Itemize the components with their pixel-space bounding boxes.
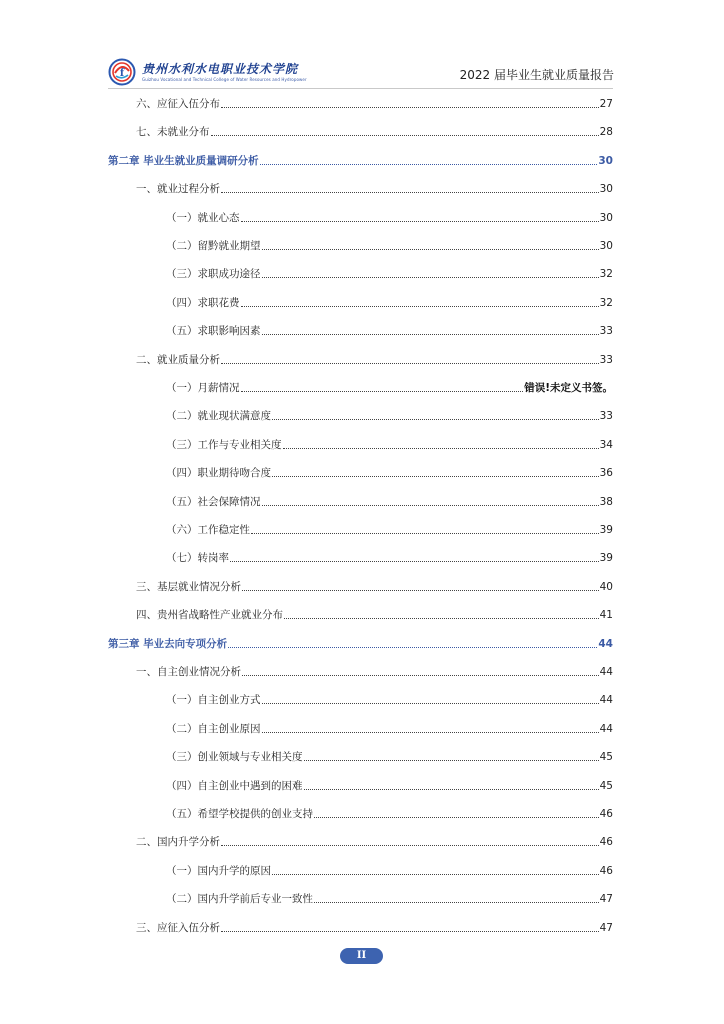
toc-entry-page: 45 (599, 751, 613, 764)
toc-entry-label: 六、应征入伍分布 (136, 98, 220, 110)
school-name-cn: 贵州水利水电职业技术学院 (142, 62, 299, 76)
toc-entry-page: 44 (599, 722, 613, 735)
toc-entry-page: 错误!未定义书签。 (524, 382, 613, 394)
toc-dot-leader (241, 391, 524, 392)
toc-entry-label: （七）转岗率 (166, 552, 229, 565)
toc-entry-label: （二）自主创业原因 (166, 722, 261, 735)
toc-dot-leader (272, 419, 599, 420)
toc-entry[interactable] (136, 91, 613, 111)
toc-entry-page: 44 (599, 694, 613, 707)
toc-entry-page: 33 (599, 325, 613, 338)
toc-entry-page: 32 (599, 296, 613, 309)
toc-entry[interactable] (166, 687, 613, 707)
toc-dot-leader (314, 902, 599, 903)
toc-entry-label: 一、自主创业情况分析 (136, 666, 241, 678)
toc-entry-page: 30 (599, 240, 613, 252)
toc-dot-leader (304, 789, 599, 790)
page-header (0, 0, 724, 90)
toc-dot-leader (230, 561, 599, 562)
toc-entry-label: （四）求职花费 (166, 296, 240, 309)
toc-dot-leader (262, 334, 599, 335)
toc-entry-page: 36 (599, 467, 613, 480)
svg-text:f: f (119, 68, 125, 79)
toc-dot-leader (304, 760, 599, 761)
toc-entry-label: （二）就业现状满意度 (166, 410, 271, 423)
toc-entry[interactable] (166, 290, 613, 310)
toc-entry-label: （五）求职影响因素 (166, 325, 261, 338)
toc-entry-label: 四、贵州省战略性产业就业分布 (136, 609, 283, 622)
toc-dot-leader (284, 618, 599, 619)
toc-dot-leader (283, 448, 599, 449)
toc-entry-label: 二、就业质量分析 (136, 353, 220, 366)
toc-entry-page: 46 (599, 864, 613, 877)
toc-entry-label: （三）工作与专业相关度 (166, 438, 282, 451)
toc-entry[interactable] (166, 375, 613, 395)
toc-dot-leader (262, 277, 599, 278)
toc-dot-leader (260, 164, 598, 165)
toc-entry[interactable] (166, 233, 613, 253)
toc-entry[interactable] (166, 318, 613, 338)
toc-entry-page: 39 (599, 524, 613, 536)
toc-entry-page: 30 (599, 211, 613, 224)
toc-entry[interactable] (166, 716, 613, 736)
toc-entry-page: 27 (599, 98, 613, 110)
toc-dot-leader (242, 675, 599, 676)
toc-dot-leader (221, 845, 599, 846)
toc-dot-leader (241, 221, 599, 222)
toc-dot-leader (262, 505, 599, 506)
toc-entry-label: （一）国内升学的原因 (166, 864, 271, 877)
toc-entry-page: 46 (599, 836, 613, 849)
page-number-badge: II (340, 948, 383, 964)
toc-entry-label: 七、未就业分布 (136, 126, 210, 139)
report-title: 2022 届毕业生就业质量报告 (459, 68, 614, 82)
toc-entry-label: 第三章 毕业去向专项分析 (108, 637, 228, 650)
toc-entry-page: 46 (599, 808, 613, 820)
toc-entry-label: （一）就业心态 (166, 211, 240, 224)
toc-entry[interactable] (136, 574, 613, 594)
toc-entry-label: （五）社会保障情况 (166, 495, 261, 508)
college-emblem-icon (108, 58, 136, 86)
toc-entry[interactable] (166, 773, 613, 793)
toc-entry[interactable] (166, 545, 613, 565)
toc-entry-page: 39 (599, 552, 613, 565)
toc-dot-leader (221, 931, 599, 932)
toc-entry-label: （一）自主创业方式 (166, 694, 261, 707)
toc-entry[interactable] (136, 176, 613, 196)
toc-entry-label: （三）求职成功途径 (166, 268, 261, 281)
toc-dot-leader (272, 476, 599, 477)
toc-dot-leader (221, 107, 599, 108)
toc-entry-label: （二）国内升学前后专业一致性 (166, 893, 313, 906)
toc-entry-label: （四）职业期待吻合度 (166, 467, 271, 480)
toc-dot-leader (262, 249, 599, 250)
toc-dot-leader (262, 732, 599, 733)
toc-entry[interactable] (136, 829, 613, 849)
toc-dot-leader (221, 192, 599, 193)
toc-entry-label: 三、基层就业情况分析 (136, 580, 241, 593)
toc-entry-page: 44 (598, 637, 613, 650)
toc-entry-label: （二）留黔就业期望 (166, 240, 261, 252)
toc-entry[interactable] (166, 205, 613, 225)
toc-entry-label: 第二章 毕业生就业质量调研分析 (108, 154, 259, 167)
school-name-en: Guizhou Vocational and Technical College of Water Resources and Hydropower (142, 77, 307, 82)
toc-dot-leader (241, 306, 599, 307)
toc-entry-label: （六）工作稳定性 (166, 524, 250, 536)
toc-entry[interactable] (136, 659, 613, 679)
toc-entry-page: 40 (599, 580, 613, 593)
toc-dot-leader (221, 363, 599, 364)
toc-entry[interactable] (166, 432, 613, 452)
toc-entry-page: 45 (599, 779, 613, 792)
toc-dot-leader (314, 817, 599, 818)
toc-entry-page: 44 (599, 666, 613, 678)
toc-entry-label: （一）月薪情况 (166, 382, 240, 394)
toc-dot-leader (262, 703, 599, 704)
header-divider (108, 88, 613, 89)
toc-entry-label: （四）自主创业中遇到的困难 (166, 779, 303, 792)
toc-entry-page: 32 (599, 268, 613, 281)
toc-entry[interactable] (166, 403, 613, 423)
toc-entry-label: （五）希望学校提供的创业支持 (166, 808, 313, 820)
toc-entry[interactable] (166, 489, 613, 509)
toc-entry-page: 33 (599, 410, 613, 423)
toc-entry[interactable] (166, 517, 613, 537)
toc-entry[interactable] (166, 801, 613, 821)
toc-entry-page: 33 (599, 353, 613, 366)
toc-entry-label: 二、国内升学分析 (136, 836, 220, 849)
toc-entry[interactable] (108, 631, 613, 651)
toc-entry[interactable] (136, 347, 613, 367)
toc-entry-page: 34 (599, 438, 613, 451)
toc-entry[interactable] (136, 915, 613, 935)
toc-entry[interactable] (136, 602, 613, 622)
toc-entry-page: 30 (598, 154, 613, 167)
toc-entry[interactable] (166, 460, 613, 480)
toc-entry-label: （三）创业领域与专业相关度 (166, 751, 303, 764)
toc-entry-label: 三、应征入伍分析 (136, 921, 220, 934)
toc-entry[interactable] (108, 148, 613, 168)
toc-dot-leader (211, 135, 599, 136)
toc-entry[interactable] (136, 119, 613, 139)
toc-dot-leader (272, 874, 599, 875)
toc-dot-leader (251, 533, 599, 534)
toc-entry[interactable] (166, 744, 613, 764)
toc-entry-page: 41 (599, 609, 613, 622)
college-logo (108, 58, 307, 88)
toc-entry[interactable] (166, 886, 613, 906)
toc-entry-page: 38 (599, 495, 613, 508)
toc-entry-page: 47 (599, 921, 613, 934)
toc-entry[interactable] (166, 858, 613, 878)
toc-entry-label: 一、就业过程分析 (136, 183, 220, 196)
toc-dot-leader (242, 590, 599, 591)
toc-entry-page: 28 (599, 126, 613, 139)
toc-entry[interactable] (166, 261, 613, 281)
toc-entry-page: 30 (599, 183, 613, 196)
toc-dot-leader (228, 647, 597, 648)
toc-entry-page: 47 (599, 893, 613, 906)
